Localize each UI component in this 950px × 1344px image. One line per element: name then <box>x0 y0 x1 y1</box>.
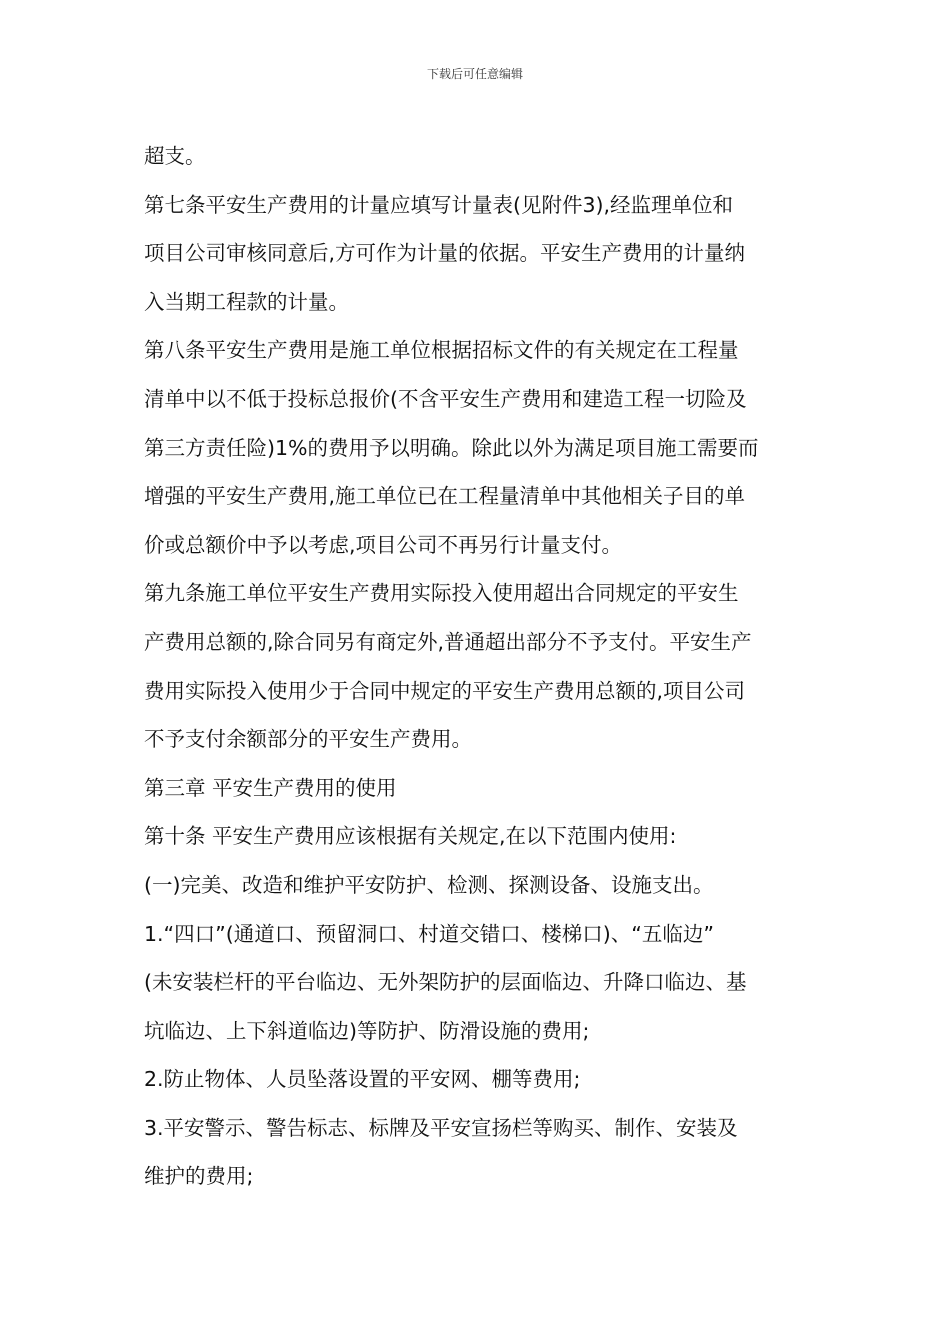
page-header: 下载后可任意编辑 <box>426 67 523 81</box>
text-line: 1.“四口”(通道口、预留洞口、村道交错口、楼梯口)、“五临边” <box>144 921 715 946</box>
document-body <box>144 132 812 1201</box>
text-line: 产费用总额的,除合同另有商定外,普通超出部分不予支付。平安生产 <box>144 629 752 654</box>
text-line: 第十条 平安生产费用应该根据有关规定,在以下范围内使用: <box>144 824 677 849</box>
text-line: (一)完美、改造和维护平安防护、检测、探测设备、设施支出。 <box>144 872 714 897</box>
text-line: (未安装栏杆的平台临边、无外架防护的层面临边、升降口临边、基 <box>144 970 747 995</box>
text-line: 第三方责任险)1%的费用予以明确。除此以外为满足项目施工需要而 <box>144 435 759 460</box>
text-line: 维护的费用; <box>144 1164 254 1189</box>
text-line: 入当期工程款的计量。 <box>144 289 349 314</box>
text-line: 费用实际投入使用少于合同中规定的平安生产费用总额的,项目公司 <box>144 678 746 703</box>
text-line: 坑临边、上下斜道临边)等防护、防滑设施的费用; <box>144 1018 590 1043</box>
text-line: 2.防止物体、人员坠落设置的平安网、棚等费用; <box>144 1067 581 1092</box>
text-line: 第七条平安生产费用的计量应填写计量表(见附件3),经监理单位和 <box>144 192 734 217</box>
text-line: 清单中以不低于投标总报价(不含平安生产费用和建造工程一切险及 <box>144 386 747 411</box>
text-line: 超支。 <box>144 144 206 168</box>
text-line: 第八条平安生产费用是施工单位根据招标文件的有关规定在工程量 <box>144 338 739 363</box>
text-line: 增强的平安生产费用,施工单位已在工程量清单中其他相关子目的单 <box>144 484 746 509</box>
text-line: 价或总额价中予以考虑,项目公司不再另行计量支付。 <box>144 532 623 557</box>
text-line: 3.平安警示、警告标志、标牌及平安宣扬栏等购买、制作、安装及 <box>144 1115 738 1140</box>
text-line: 第九条施工单位平安生产费用实际投入使用超出合同规定的平安生 <box>144 581 739 606</box>
text-line: 不予支付余额部分的平安生产费用。 <box>144 727 472 752</box>
text-line: 项目公司审核同意后,方可作为计量的依据。平安生产费用的计量纳 <box>144 241 746 266</box>
chapter-heading: 第三章 平安生产费用的使用 <box>144 775 397 800</box>
